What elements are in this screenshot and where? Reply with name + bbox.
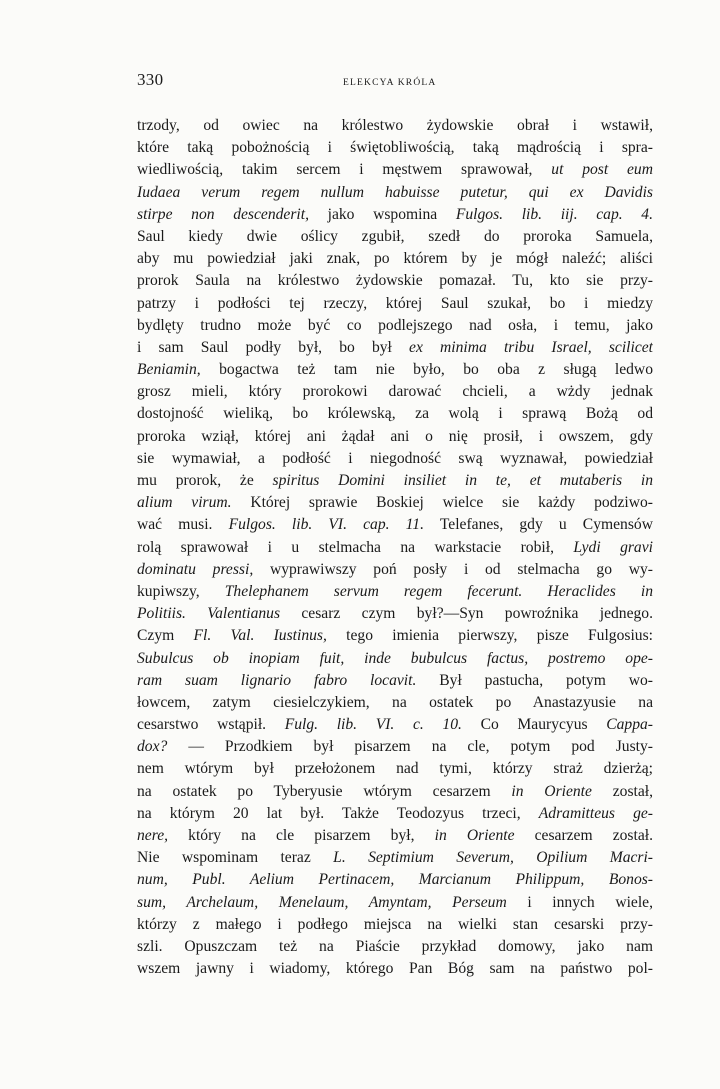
text-line <box>137 958 653 980</box>
text-line <box>137 670 653 692</box>
text-line <box>137 847 653 869</box>
italic-segment: L. Septimium Severum, Opilium Macri- <box>333 849 653 867</box>
text-segment: cesarz czym był?—Syn powroźnika jednego. <box>280 605 653 623</box>
italic-segment: Lydi gravi <box>573 538 653 556</box>
text-segment: i innych wiele, <box>506 893 653 911</box>
text-segment: nem wtórym był przełożonem nad tymi, którzy straż dzierżą; <box>137 760 653 778</box>
text-line <box>137 182 653 204</box>
text-line <box>137 914 653 936</box>
text-line <box>137 714 653 736</box>
text-segment: sie wymawiał, a podłość i niegodność swą wyznawał, powiedział <box>137 449 653 467</box>
text-line <box>137 869 653 891</box>
italic-segment: Fulgos. lib. VI. cap. 11. <box>228 516 424 534</box>
italic-segment: spiritus Domini insiliet in te, et mutaberis in <box>272 472 653 489</box>
text-line <box>137 648 653 670</box>
text-segment: Której sprawie Boskiej wielce sie każdy podziwo- <box>231 494 653 512</box>
italic-segment: Politiis. Valentianus <box>137 605 281 623</box>
text-line <box>137 692 653 714</box>
text-segment: którzy z małego i podłego miejsca na wielki stan cesarski przy- <box>137 915 653 933</box>
italic-segment: Iudaea verum regem nullum habuisse putetur, qui ex Davidis <box>137 183 653 201</box>
text-segment: cesarzem został. <box>514 827 653 844</box>
text-line <box>137 825 653 847</box>
text-segment: Telefanes, gdy u Cymensów <box>424 516 653 534</box>
italic-segment: Beniamin, <box>137 361 201 379</box>
text-line <box>137 492 653 514</box>
text-segment: wiedliwością, takim sercem i męstwem sprawował, <box>137 161 552 179</box>
text-segment: Czym <box>137 627 194 645</box>
italic-segment: Fl. Val. Iustinus, <box>193 627 327 645</box>
italic-segment: nere, <box>137 827 169 844</box>
text-segment: i sam Saul podły był, bo był <box>137 338 410 356</box>
italic-segment: ut post eum <box>551 161 653 179</box>
text-line <box>137 137 653 159</box>
italic-segment: dominatu pressi, <box>137 560 254 578</box>
text-segment: na ostatek po Tyberyusie wtórym cesarzem <box>137 782 512 800</box>
text-line <box>137 426 653 448</box>
italic-segment: sum, Archelaum, Menelaum, Amyntam, Perseum <box>137 893 507 911</box>
text-segment: dostojność wieliką, bo królewską, za wolą i sprawą Bożą od <box>137 405 653 423</box>
italic-segment: in Oriente <box>434 827 515 844</box>
text-line <box>137 758 653 780</box>
italic-segment: alium virum. <box>137 494 232 512</box>
italic-segment: Cappa- <box>606 716 653 734</box>
text-segment: jako wspomina <box>308 205 456 223</box>
text-segment: patrzy i podłości tej rzeczy, której Saul szukał, bo i miedzy <box>137 294 653 312</box>
text-line <box>137 270 653 292</box>
page-header <box>137 70 653 94</box>
text-line <box>137 315 653 337</box>
text-segment: rolą sprawował i u stelmacha na warkstacie robił, <box>137 538 574 556</box>
text-segment: Nie wspominam teraz <box>137 849 334 867</box>
text-line <box>137 403 653 425</box>
text-line <box>137 559 653 581</box>
text-segment: Saul kiedy dwie oślicy zgubił, szedł do proroka Samuela, <box>137 227 653 245</box>
text-line <box>137 293 653 315</box>
text-line <box>137 248 653 270</box>
text-segment: Był pastucha, potym wo- <box>416 671 653 689</box>
italic-segment: Subulcus ob inopiam fuit, inde bubulcus factus, postremo ope- <box>137 649 653 667</box>
text-line <box>137 892 653 914</box>
text-segment: na którym 20 lat był. Także Teodozyus trzeci, <box>137 804 539 822</box>
text-line <box>137 781 653 803</box>
text-segment: bydlęty trudno może być co podlejszego nad osła, i temu, jako <box>137 316 653 334</box>
text-segment: Co Maurycyus <box>461 716 607 734</box>
text-segment: prorok Saula na królestwo żydowskie pomazał. Tu, kto sie przy- <box>137 272 653 290</box>
text-line <box>137 359 653 381</box>
text-line <box>137 581 653 603</box>
italic-segment: Thelephanem servum regem fecerunt. Heraclides in <box>224 582 653 600</box>
text-line <box>137 625 653 647</box>
text-segment: które taką pobożnością i świętobliwością, taką mądrością i spra- <box>137 139 653 157</box>
text-segment: — Przodkiem był pisarzem na cle, potym pod Justy- <box>167 738 653 756</box>
italic-segment: dox? <box>137 738 168 756</box>
text-line <box>137 736 653 758</box>
text-segment: aby mu powiedział jaki znak, po którem by je mógł naleźć; aliści <box>137 250 653 268</box>
text-segment: bogactwa też tam nie było, bo oba z sługą ledwo <box>200 361 653 379</box>
text-line <box>137 226 653 248</box>
text-segment: cesarstwo wstąpił. <box>137 716 285 734</box>
page-number: 330 <box>137 70 164 89</box>
text-segment: który na cle pisarzem był, <box>168 827 435 844</box>
italic-segment: ex minima tribu Israel, scilicet <box>409 338 653 356</box>
text-line <box>137 514 653 536</box>
body-text <box>137 115 653 980</box>
text-line <box>137 537 653 559</box>
text-segment: wać musi. <box>137 516 229 534</box>
text-segment: wyprawiwszy poń posły i od stelmacha go wy- <box>253 560 653 578</box>
text-line <box>137 936 653 958</box>
text-line <box>137 448 653 470</box>
text-line <box>137 337 653 359</box>
text-segment: szli. Opuszczam też na Piaście przykład domowy, jako nam <box>137 937 653 955</box>
italic-segment: Fulgos. lib. iij. cap. 4. <box>455 205 653 223</box>
text-segment: wszem jawny i wiadomy, którego Pan Bóg sam na państwo pol- <box>137 960 653 978</box>
text-line <box>137 803 653 825</box>
italic-segment: num, Publ. Aelium Pertinacem, Marcianum Philippum, Bonos- <box>137 871 653 889</box>
text-segment: tego imienia pierwszy, pisze Fulgosius: <box>326 627 653 645</box>
text-segment: kupiwszy, <box>137 582 225 600</box>
text-line <box>137 204 653 226</box>
text-segment: grosz mieli, który prorokowi darować chcieli, a wżdy jednak <box>137 383 653 401</box>
italic-segment: ram suam lignario fabro locavit. <box>137 671 417 689</box>
text-segment: proroka wziął, której ani żądał ani o nię prosił, i owszem, gdy <box>137 427 653 445</box>
text-line <box>137 159 653 181</box>
italic-segment: in Oriente <box>511 782 592 800</box>
text-segment: został, <box>591 782 653 800</box>
italic-segment: stirpe non descenderit, <box>137 205 309 223</box>
text-segment: łowcem, zatym ciesielczykiem, na ostatek po Anastazyusie na <box>137 693 653 711</box>
text-segment: mu prorok, że <box>137 472 273 489</box>
text-segment: trzody, od owiec na królestwo żydowskie obrał i wstawił, <box>137 117 653 134</box>
text-line <box>137 470 653 492</box>
text-line <box>137 115 653 137</box>
italic-segment: Adramitteus ge- <box>538 804 653 822</box>
italic-segment: Fulg. lib. VI. c. 10. <box>284 716 462 734</box>
running-head: ELEKCYA KRÓLA <box>343 78 437 88</box>
text-line <box>137 603 653 625</box>
text-line <box>137 381 653 403</box>
